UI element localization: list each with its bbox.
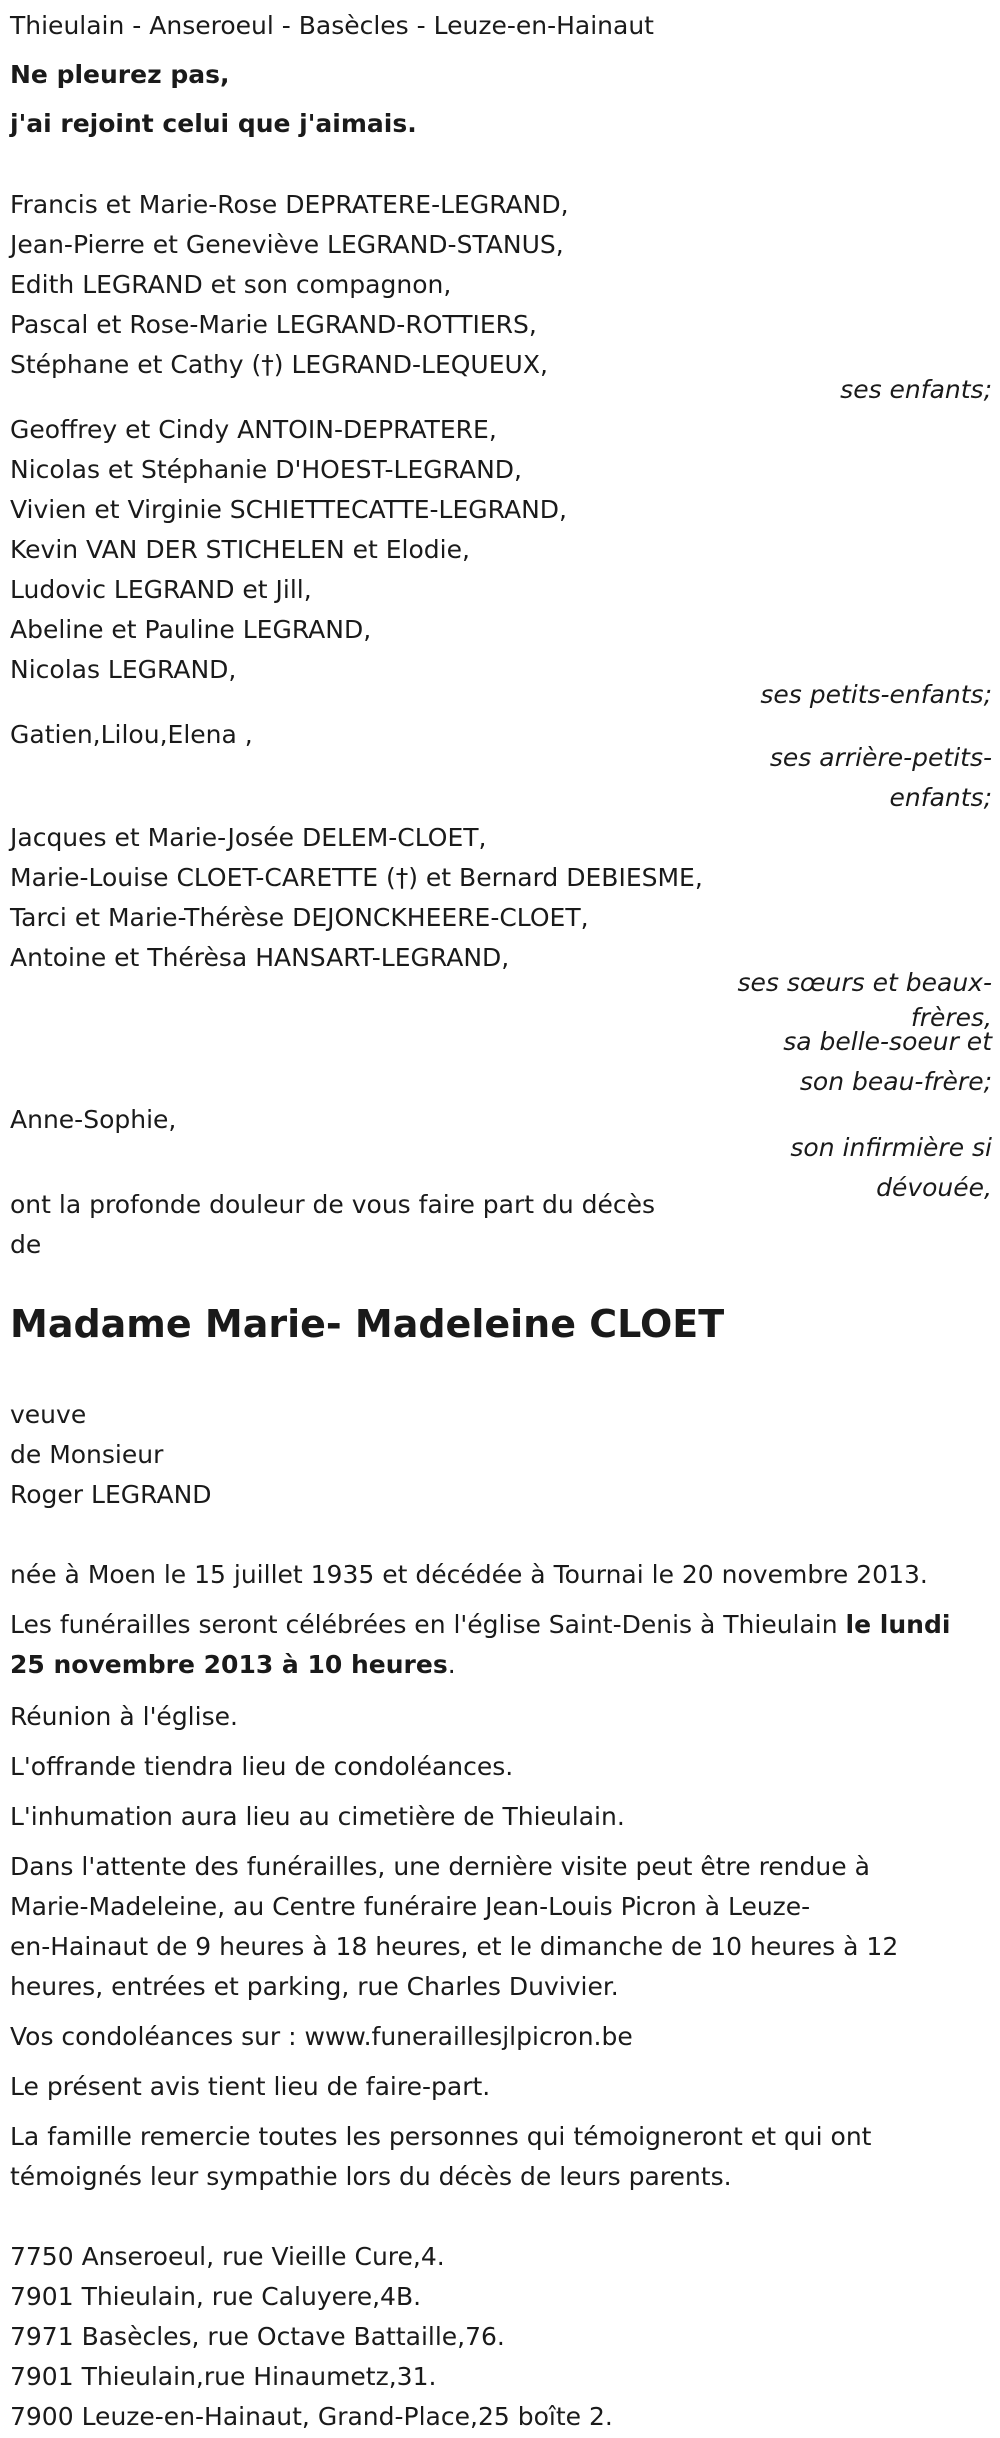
- grandchild-7: Nicolas LEGRAND,: [10, 655, 237, 684]
- nurse-role-2: dévouée,: [876, 1173, 992, 1202]
- visit-line-2: Marie-Madeleine, au Centre funéraire Jean-Louis Picron à Leuze-: [10, 1892, 811, 1921]
- funeral-date: le lundi 25 novembre 2013 à 10 heures: [10, 1610, 951, 1679]
- deceased-name: Madame Marie- Madeleine CLOET: [10, 1302, 725, 1346]
- nurse-name: Anne-Sophie,: [10, 1105, 177, 1134]
- grandchild-2: Nicolas et Stéphanie D'HOEST-LEGRAND,: [10, 455, 522, 484]
- inhumation: L'inhumation aura lieu au cimetière de Thieulain.: [10, 1802, 625, 1831]
- widow-line-2: de Monsieur: [10, 1440, 164, 1469]
- quote-line-2: j'ai rejoint celui que j'aimais.: [10, 109, 417, 138]
- siblings-role-1: ses sœurs et beaux-: [737, 968, 992, 997]
- sibling-4: Antoine et Thérèsa HANSART-LEGRAND,: [10, 943, 510, 972]
- widow-line-3: Roger LEGRAND: [10, 1480, 212, 1509]
- condoleances: Vos condoléances sur : www.funeraillesjlpicron.be: [10, 2022, 633, 2051]
- announcement-line-2: de: [10, 1230, 42, 1259]
- grandchild-1: Geoffrey et Cindy ANTOIN-DEPRATERE,: [10, 415, 497, 444]
- siblings-role-4: son beau-frère;: [799, 1067, 992, 1096]
- thanks-line-1: La famille remercie toutes les personnes qui témoigneront et qui ont: [10, 2122, 872, 2151]
- nurse-role-1: son infirmière si: [790, 1133, 992, 1162]
- child-4: Pascal et Rose-Marie LEGRAND-ROTTIERS,: [10, 310, 537, 339]
- address-5: 7900 Leuze-en-Hainaut, Grand-Place,25 boîte 2.: [10, 2402, 613, 2431]
- sibling-1: Jacques et Marie-Josée DELEM-CLOET,: [10, 823, 487, 852]
- widow-line-1: veuve: [10, 1400, 87, 1429]
- children-role: ses enfants;: [840, 375, 992, 404]
- funeral-end: .: [447, 1650, 456, 1679]
- siblings-role-2: frères,: [910, 1003, 992, 1032]
- faire-part: Le présent avis tient lieu de faire-part.: [10, 2072, 491, 2101]
- quote-line-1: Ne pleurez pas,: [10, 60, 230, 89]
- address-2: 7901 Thieulain, rue Caluyere,4B.: [10, 2282, 422, 2311]
- great-grandchildren-names: Gatien,Lilou,Elena ,: [10, 720, 253, 749]
- great-grandchildren-role-2: enfants;: [889, 783, 992, 812]
- child-5: Stéphane et Cathy (†) LEGRAND-LEQUEUX,: [10, 350, 548, 379]
- thanks-line-2: témoignés leur sympathie lors du décès de leurs parents.: [10, 2162, 732, 2191]
- offrande: L'offrande tiendra lieu de condoléances.: [10, 1752, 514, 1781]
- funeral-text: Les funérailles seront célébrées en l'église Saint-Denis à Thieulain: [10, 1610, 846, 1639]
- announcement-line-1: ont la profonde douleur de vous faire part du décès: [10, 1190, 656, 1219]
- address-3: 7971 Basècles, rue Octave Battaille,76.: [10, 2322, 505, 2351]
- address-4: 7901 Thieulain,rue Hinaumetz,31.: [10, 2362, 437, 2391]
- visit-line-3: en-Hainaut de 9 heures à 18 heures, et le dimanche de 10 heures à 12: [10, 1932, 899, 1961]
- visit-line-4: heures, entrées et parking, rue Charles Duvivier.: [10, 1972, 619, 2001]
- grandchildren-role: ses petits-enfants;: [760, 680, 992, 709]
- sibling-3: Tarci et Marie-Thérèse DEJONCKHEERE-CLOET,: [10, 903, 589, 932]
- grandchild-4: Kevin VAN DER STICHELEN et Elodie,: [10, 535, 470, 564]
- child-2: Jean-Pierre et Geneviève LEGRAND-STANUS,: [10, 230, 564, 259]
- great-grandchildren-role-1: ses arrière-petits-: [769, 743, 992, 772]
- siblings-role-3: sa belle-soeur et: [783, 1027, 992, 1056]
- locations-header: Thieulain - Anseroeul - Basècles - Leuze-en-Hainaut: [10, 11, 654, 40]
- reunion: Réunion à l'église.: [10, 1702, 238, 1731]
- sibling-2: Marie-Louise CLOET-CARETTE (†) et Bernard DEBIESME,: [10, 863, 703, 892]
- child-3: Edith LEGRAND et son compagnon,: [10, 270, 452, 299]
- visit-line-1: Dans l'attente des funérailles, une dernière visite peut être rendue à: [10, 1852, 870, 1881]
- grandchild-3: Vivien et Virginie SCHIETTECATTE-LEGRAND,: [10, 495, 567, 524]
- grandchild-5: Ludovic LEGRAND et Jill,: [10, 575, 312, 604]
- funeral-paragraph: [10, 1605, 970, 1685]
- address-1: 7750 Anseroeul, rue Vieille Cure,4.: [10, 2242, 445, 2271]
- grandchild-6: Abeline et Pauline LEGRAND,: [10, 615, 372, 644]
- birth-death: née à Moen le 15 juillet 1935 et décédée à Tournai le 20 novembre 2013.: [10, 1560, 928, 1589]
- child-1: Francis et Marie-Rose DEPRATERE-LEGRAND,: [10, 190, 569, 219]
